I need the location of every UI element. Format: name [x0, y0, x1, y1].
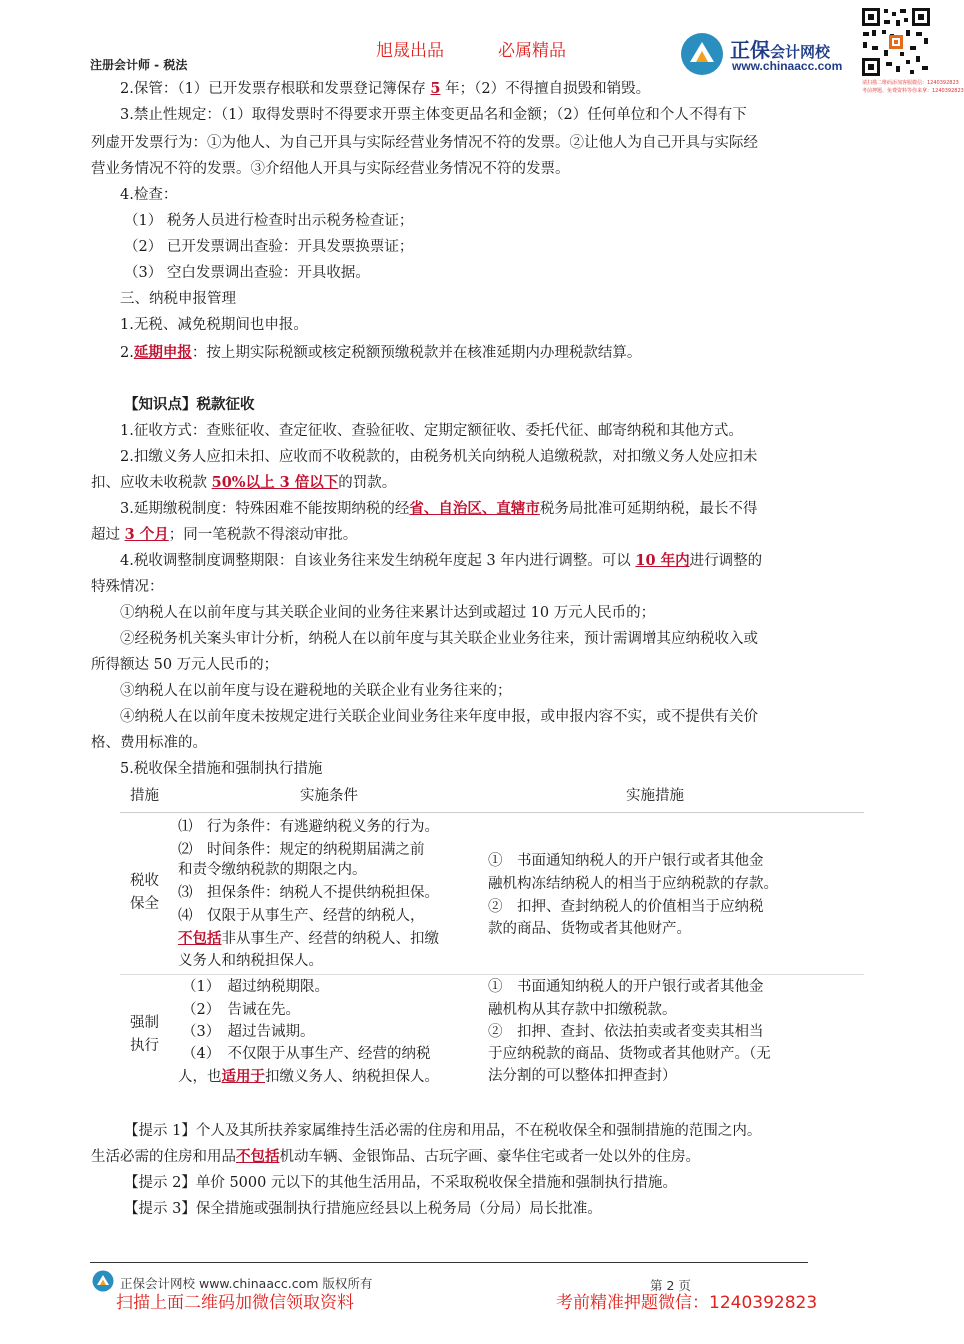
text-line: 3.禁止性规定：（1）取得发票时不得要求开票主体变更品名和金额；（2）任何单位和个人不得有下 [120, 107, 747, 123]
table-cell: （4） 不仅限于从事生产、经营的纳税 [182, 1046, 431, 1062]
table-cell: 款的商品、货物或者其他财产。 [488, 921, 691, 937]
table-cell: ② 扣押、查封纳税人的价值相当于应纳税 [488, 899, 764, 915]
table-row-label: 保全 [130, 896, 159, 912]
text-line [120, 76, 650, 102]
highlight-term: 不包括 [178, 930, 222, 947]
tip-text [91, 1144, 700, 1170]
header-slogan-right: 必属精品 [498, 41, 566, 61]
table-cell: 和责令缴纳税款的期限之内。 [178, 862, 367, 878]
text-line: 列虚开发票行为：①为他人、为自己开具与实际经营业务情况不符的发票。②让他人为自己开具与实际经 [91, 135, 758, 151]
doc-title: 注册会计师 - 税法 [90, 58, 188, 72]
text-line: ③纳税人在以前年度与设在避税地的关联企业有业务往来的； [120, 683, 512, 699]
text-segment: 扣、应收未收税款 [91, 475, 212, 491]
text-segment: 非从事生产、经营的纳税人、扣缴 [221, 931, 439, 947]
text-line: 4.检查： [120, 187, 178, 203]
table-cell [178, 1065, 439, 1089]
text-segment: 的罚款。 [338, 475, 397, 491]
text-segment: 税务局批准可延期纳税，最长不得 [539, 501, 758, 517]
text-segment: 年；（2）不得擅自损毁和销毁。 [440, 81, 651, 97]
tip-text: 【提示 3】保全措施或强制执行措施应经县以上税务局（分局）局长批准。 [124, 1201, 602, 1217]
table-row-label: 强制 [130, 1015, 159, 1031]
text-segment: 4.税收调整制度调整期限：自该业务往来发生纳税年度起 3 年内进行调整。可以 [120, 553, 636, 569]
text-line: （1） 税务人员进行检查时出示税务检查证； [124, 213, 414, 229]
tip-text: 【提示 1】个人及其所扶养家属维持生活必需的住房和用品，不在税收保全和强制措施的范围之内。 [124, 1123, 762, 1139]
text-segment: 2. [120, 345, 134, 361]
text-segment: 2.保管：（1）已开发票存根联和发票登记簿保存 [120, 81, 431, 97]
highlight-term: 不包括 [236, 1148, 280, 1165]
text-segment: 3.延期缴税制度：特殊困难不能按期纳税的经 [120, 501, 410, 517]
table-row-label: 执行 [130, 1038, 159, 1054]
text-line: 特殊情况： [91, 579, 164, 595]
qr-caption-1: 请扫描二维码添加客服微信：1240392823 [862, 80, 959, 86]
table-cell: ⑵ 时间条件：规定的纳税期届满之前 [178, 842, 425, 858]
text-segment: ：按上期实际税额或核定税额预缴税款并在核准延期内办理税款结算。 [191, 345, 642, 361]
text-segment: 扣缴义务人、纳税担保人。 [265, 1069, 439, 1085]
text-line: 1.征收方式：查账征收、查定征收、查验征收、定期定额征收、委托代征、邮寄纳税和其他方式。 [120, 423, 743, 439]
table-divider [120, 974, 864, 975]
text-segment: 生活必需的住房和用品 [91, 1149, 236, 1165]
text-segment: 超过 [91, 527, 125, 543]
text-line: 1.无税、减免税期间也申报。 [120, 317, 308, 333]
table-cell [178, 927, 439, 951]
table-header: 实施条件 [300, 788, 358, 804]
table-divider [120, 812, 864, 813]
promo-left: 扫描上面二维码加微信领取资料 [116, 1293, 354, 1313]
table-header: 措施 [130, 788, 159, 804]
footer-rule [90, 1262, 808, 1263]
text-line [120, 548, 762, 574]
text-segment: 机动车辆、金银饰品、古玩字画、豪华住宅或者一处以外的住房。 [279, 1149, 700, 1165]
text-line: ②经税务机关案头审计分析，纳税人在以前年度与其关联企业业务往来，预计需调增其应纳税收入或 [120, 631, 758, 647]
text-segment: 人，也 [178, 1069, 222, 1085]
section-heading: 三、纳税申报管理 [120, 291, 236, 307]
text-line [120, 340, 641, 366]
table-cell: ① 书面通知纳税人的开户银行或者其他金 [488, 979, 764, 995]
highlight-term: 5 [430, 80, 441, 97]
highlight-term: 省、自治区、直辖市 [409, 500, 540, 517]
table-cell: 义务人和纳税担保人。 [178, 953, 323, 969]
brand-logo-icon [680, 32, 724, 76]
text-line [91, 470, 396, 496]
page-number: 第 2 页 [650, 1278, 691, 1293]
table-header: 实施措施 [626, 788, 684, 804]
highlight-term: 延期申报 [133, 344, 192, 361]
text-line: （2） 已开发票调出查验：开具发票换票证； [124, 239, 414, 255]
promo-right: 考前精准押题微信：1240392823 [556, 1293, 818, 1313]
text-line: 5.税收保全措施和强制执行措施 [120, 761, 323, 777]
text-line: 格、费用标准的。 [91, 735, 207, 751]
highlight-term: 10 年内 [635, 552, 690, 569]
brand-name-main: 正保 [730, 38, 770, 62]
brand-name-sub: 会计网校 [770, 43, 831, 61]
table-cell: （1） 超过纳税期限。 [182, 979, 329, 995]
table-cell: 融机构从其存款中扣缴税款。 [488, 1002, 677, 1018]
table-cell: （2） 告诫在先。 [182, 1002, 300, 1018]
table-cell: ⑴ 行为条件：有逃避纳税义务的行为。 [178, 819, 439, 835]
highlight-term: 适用于 [221, 1068, 265, 1085]
text-line: 2.扣缴义务人应扣未扣、应收而不收税款的，由税务机关向纳税人追缴税款，对扣缴义务人处应扣未 [120, 449, 758, 465]
table-cell: 法分割的可以整体扣押查封） [488, 1068, 677, 1084]
tip-text: 【提示 2】单价 5000 元以下的其他生活用品，不采取税收保全措施和强制执行措施。 [124, 1175, 677, 1191]
text-segment: ；同一笔税款不得滚动审批。 [168, 527, 358, 543]
knowledge-title: 【知识点】税款征收 [124, 396, 255, 413]
table-cell: ② 扣押、查封、依法拍卖或者变卖其相当 [488, 1024, 764, 1040]
header-slogan-left: 旭晟出品 [376, 41, 444, 61]
text-line: ①纳税人在以前年度与其关联企业间的业务往来累计达到或超过 10 万元人民币的； [120, 605, 656, 621]
text-line: ④纳税人在以前年度未按规定进行关联企业间业务往来年度申报，或申报内容不实，或不提供有关价 [120, 709, 758, 725]
qr-caption-2: 考前押题、免费资料等你来拿：1240392823 [862, 88, 964, 94]
text-line: （3） 空白发票调出查验：开具收据。 [124, 265, 370, 281]
table-cell: ⑷ 仅限于从事生产、经营的纳税人， [178, 908, 425, 924]
table-cell: ⑶ 担保条件：纳税人不提供纳税担保。 [178, 885, 439, 901]
table-cell: ① 书面通知纳税人的开户银行或者其他金 [488, 853, 764, 869]
footer-logo-icon [92, 1270, 114, 1292]
table-cell: （3） 超过告诫期。 [182, 1024, 315, 1040]
table-cell: 融机构冻结纳税人的相当于应纳税款的存款。 [488, 876, 778, 892]
text-line [91, 522, 357, 548]
text-line [120, 496, 757, 522]
footer-copyright: 正保会计网校 www.chinaacc.com 版权所有 [120, 1276, 373, 1291]
text-line: 营业务情况不符的发票。③介绍他人开具与实际经营业务情况不符的发票。 [91, 161, 570, 177]
text-segment: 进行调整的 [689, 553, 763, 569]
table-row-label: 税收 [130, 873, 159, 889]
text-line: 所得额达 50 万元人民币的； [91, 657, 279, 673]
qr-code-icon[interactable] [860, 6, 932, 78]
highlight-term: 3 个月 [124, 526, 169, 543]
brand-url: www.chinaacc.com [732, 59, 843, 73]
table-cell: 于应纳税款的商品、货物或者其他财产。（无 [488, 1046, 771, 1062]
highlight-term: 50%以上 3 倍以下 [211, 474, 339, 491]
